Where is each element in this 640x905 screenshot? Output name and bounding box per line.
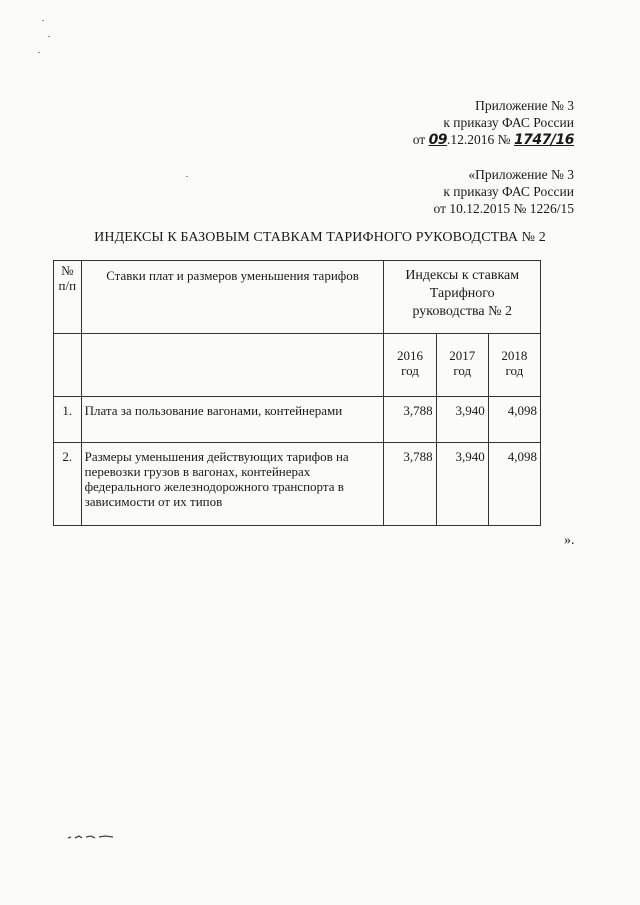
row-value-2018: 4,098 bbox=[488, 397, 540, 443]
header-name: Ставки плат и размеров уменьшения тарифов bbox=[81, 261, 384, 334]
empty-cell bbox=[54, 334, 82, 397]
row-no: 1. bbox=[54, 397, 82, 443]
row-value-2016: 3,788 bbox=[384, 397, 436, 443]
margin-scribble-mark bbox=[67, 831, 115, 841]
table-years-row bbox=[54, 334, 541, 397]
appendix-label: Приложение № 3 bbox=[475, 98, 574, 113]
document-title: ИНДЕКСЫ К БАЗОВЫМ СТАВКАМ ТАРИФНОГО РУКОВОДСТВА № 2 bbox=[94, 230, 546, 245]
order-reference: к приказу ФАС России bbox=[443, 115, 574, 130]
order-date-number-previous: от 10.12.2015 № 1226/15 bbox=[433, 201, 574, 216]
header-no: № п/п bbox=[54, 261, 82, 334]
row-value-2017: 3,940 bbox=[436, 443, 488, 526]
year-2017: 2017 год bbox=[436, 334, 488, 397]
order-date-number: от 09.12.2016 № 1747/16 bbox=[412, 132, 574, 148]
handwritten-day: 09 bbox=[428, 132, 448, 148]
row-name: Плата за пользование вагонами, контейнерами bbox=[81, 397, 384, 443]
table-row bbox=[54, 397, 541, 443]
order-header-current bbox=[413, 97, 574, 149]
table-header-row bbox=[54, 261, 541, 334]
empty-cell bbox=[81, 334, 384, 397]
row-name: Размеры уменьшения действующих тарифов на перевозки грузов в вагонах, контейнерах федерального железнодорожного транспорта в зависимости от их типов bbox=[81, 443, 384, 526]
row-no: 2. bbox=[54, 443, 82, 526]
row-value-2016: 3,788 bbox=[384, 443, 436, 526]
table-row bbox=[54, 443, 541, 526]
year-2016: 2016 год bbox=[384, 334, 436, 397]
header-index-group: Индексы к ставкам Тарифного руководства № 2 bbox=[384, 261, 541, 334]
order-header-previous bbox=[434, 166, 574, 217]
row-value-2017: 3,940 bbox=[436, 397, 488, 443]
index-table bbox=[53, 260, 541, 526]
handwritten-number: 1747/16 bbox=[513, 132, 574, 148]
appendix-label-previous: «Приложение № 3 bbox=[468, 167, 574, 182]
closing-quote: ». bbox=[564, 533, 575, 548]
row-value-2018: 4,098 bbox=[488, 443, 540, 526]
order-reference-previous: к приказу ФАС России bbox=[443, 184, 574, 199]
year-2018: 2018 год bbox=[488, 334, 540, 397]
